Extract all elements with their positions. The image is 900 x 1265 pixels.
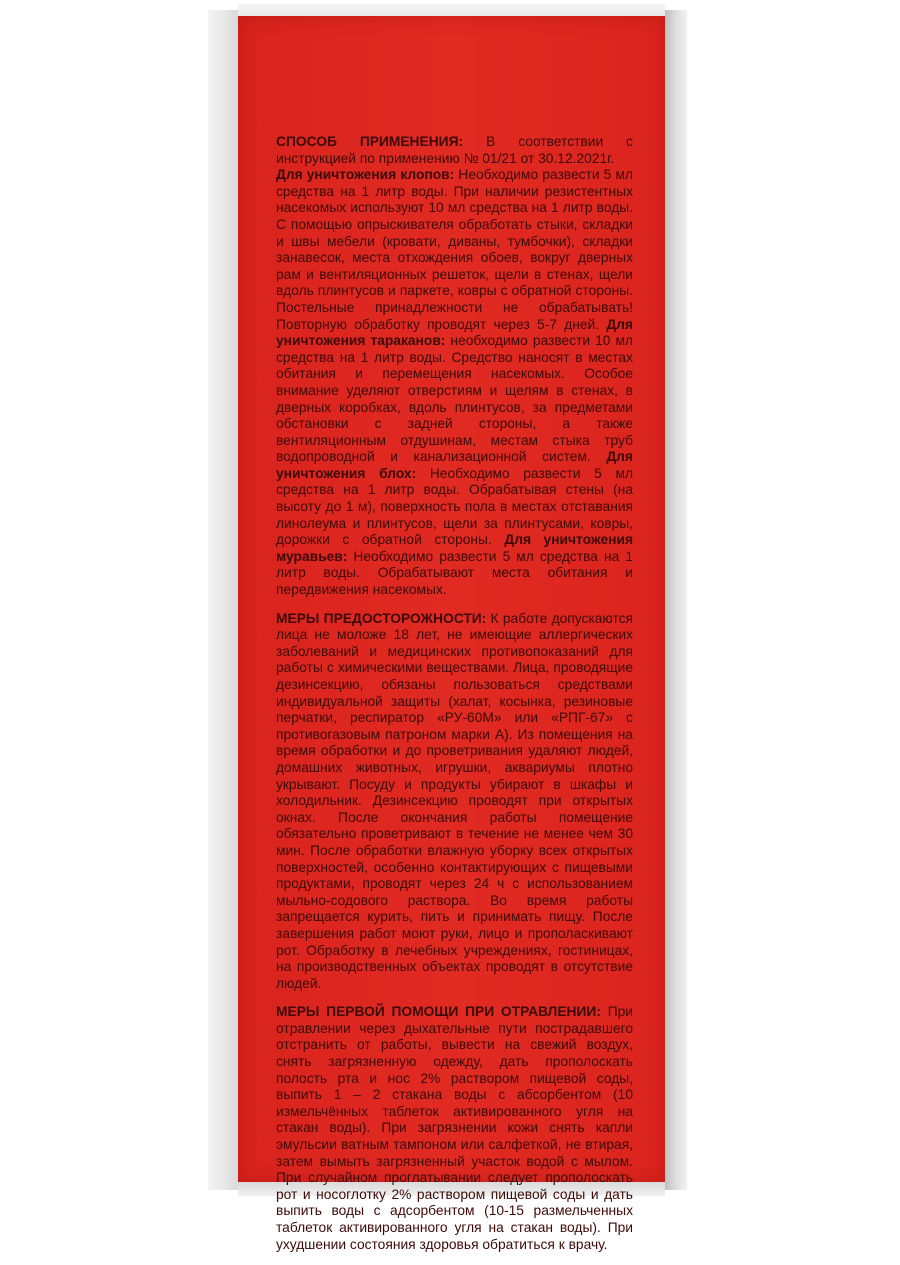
box-right-side <box>665 10 687 1190</box>
precautions-section <box>276 611 633 993</box>
first-aid-text: При отравлении через дыхательные пути пострадавшего отстранить от работы, вывести на свежий воздух, снять загрязненную одежду, дать прополоскать полость рта и нос 2% раствором пищевой соды, выпить 1 – 2 стакана воды с абсорбентом (10 измельчённых таблеток активированного угля на стакан воды). При загрязнении кожи снять капли эмульсии ватным тампоном или салфеткой, не втирая, затем вымыть загрязненный участок водой с мылом. При случайном проглатывании следует прополоскать рот и носоглотку 2% раствором пищевой соды и дать выпить воды с адсорбентом (10-15 размельченных таблеток активированного угля на стакан воды). При ухудшении состояния здоровья обратиться к врачу. <box>276 1004 633 1252</box>
cockroaches-text: необходимо развести 10 мл средства на 1 литр воды. Средство наносят в местах обитания и перемещения насекомых. Особое внимание уделяют отверстиям и щелям в стенах, в дверных коробках, вдоль плинтусов, за предметами обстановки с задней стороны, а также вентиляционным отдушинам, местам стыка труб водопроводной и канализационной систем. <box>276 333 633 465</box>
usage-heading: СПОСОБ ПРИМЕНЕНИЯ: <box>276 134 464 149</box>
first-aid-section <box>276 1004 633 1253</box>
box-front-panel <box>238 16 665 1252</box>
bedbugs-text: Необходимо развести 5 мл средства на 1 литр воды. При наличии резистентных насекомых используют 10 мл средства на 1 литр воды. С помощью опрыскивателя обработать стыки, складки и швы мебели (кровати, диваны, тумбочки), складки занавесок, места отхождения обоев, вокруг дверных рам и вентиляционных решеток, щели в стенах, щели вдоль плинтусов и паркете, ковры с обратной стороны. Постельные принадлежности не обрабатывать! Повторную обработку проводят через 5-7 дней. <box>276 167 633 332</box>
fleas-title: Для уничтожения блох: <box>276 449 633 481</box>
bedbugs-title: Для уничтожения клопов: <box>276 167 455 183</box>
fleas-text: Необходимо развести 5 мл средства на 1 литр воды. Обрабатывая стены (на высоту до 1 м), поверхность пола в местах отставания линолеума и плинтусов, щели за плинтусами, ковры, дорожки с обратной стороны. <box>276 465 633 548</box>
cockroaches-title: Для уничтожения тараканов: <box>276 316 633 349</box>
first-aid-heading: МЕРЫ ПЕРВОЙ ПОМОЩИ ПРИ ОТРАВЛЕНИИ: <box>276 1004 601 1020</box>
instructions-text <box>276 134 633 1265</box>
usage-intro: В соответствии с инструкцией по применению № 01/21 от 30.12.2021г. <box>276 134 633 166</box>
usage-section <box>276 134 633 599</box>
ants-title: Для уничтожения муравьев: <box>276 532 634 564</box>
ants-text: Необходимо развести 5 мл средства на 1 литр воды. Обрабатывают места обитания и передвижения насекомых. <box>276 548 633 598</box>
precautions-text: К работе допускаются лица не моложе 18 лет, не имеющие аллергических заболеваний и медицинских противопоказаний для работы с химическими веществами. Лица, проводящие дезинсекцию, обязаны пользоваться средствами индивидуальной защиты (халат, косынка, резиновые перчатки, респиратор «РУ-60М» или «РПГ-67» с противогазовым патроном марки А). Из помещения на время обработки и до проветривания удаляют людей, домашних животных, игрушки, аквариумы плотно укрывают. Посуду и продукты убирают в шкафы и холодильник. Дезинсекцию проводят при открытых окнах. После окончания работы помещение обязательно проветривают в течение не менее чем 30 мин. После обработки влажную уборку всех открытых поверхностей, особенно контактирующих с пищевыми продуктами, проводят через 24 ч с использованием мыльно-содового раствора. Во время работы запрещается курить, пить и принимать пищу. После завершения работ моют руки, лицо и прополаскивают рот. Обработку в лечебных учреждениях, гостиницах, на производственных объектах проводят в отсутствие людей. <box>276 610 633 991</box>
box-left-side <box>208 10 238 1190</box>
precautions-heading: МЕРЫ ПРЕДОСТОРОЖНОСТИ: <box>276 610 487 626</box>
